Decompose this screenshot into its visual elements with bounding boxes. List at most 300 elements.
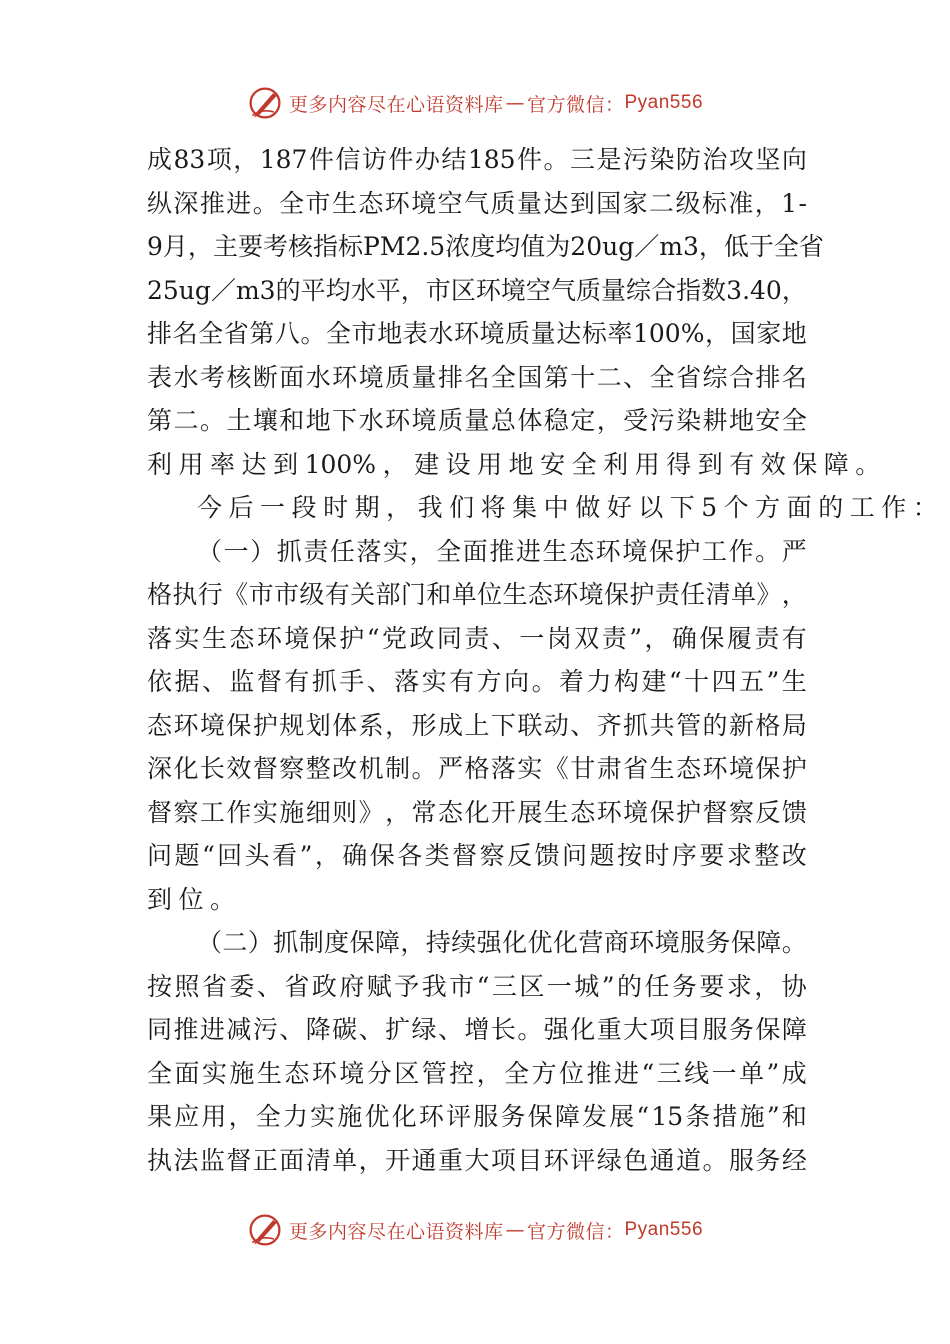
text-glyph: 府 (339, 971, 365, 1001)
text-glyph: 的 (275, 275, 301, 305)
text-glyph: 实 (517, 754, 543, 783)
text-glyph: 察 (479, 841, 505, 870)
text-glyph: 质 (385, 362, 411, 392)
text-glyph: 题 (174, 841, 200, 870)
text-glyph: 是 (596, 145, 622, 174)
text-glyph: 到 (569, 188, 595, 218)
text-line-22 (147, 1052, 807, 1096)
text-glyph: 质 (437, 406, 463, 435)
text-glyph: 区 (450, 275, 476, 305)
text-glyph: 保 (792, 449, 818, 479)
text-glyph: 督 (702, 797, 728, 827)
text-glyph: 中 (543, 493, 569, 522)
text-glyph: 建 (641, 667, 667, 696)
text-glyph: ， (386, 493, 412, 522)
text-glyph: 绿 (596, 1145, 622, 1175)
text-glyph: “ (636, 1102, 650, 1131)
text-glyph: 染 (649, 145, 675, 174)
text-glyph: 齐 (596, 710, 622, 740)
text-glyph: 气 (464, 188, 490, 218)
text-glyph: 重 (596, 1015, 622, 1044)
text-glyph: 政 (311, 971, 337, 1001)
text-glyph: 83 (173, 145, 206, 174)
text-glyph: 境 (578, 580, 604, 609)
text-glyph: 深 (173, 188, 199, 218)
text-glyph: 务 (755, 1145, 781, 1175)
text-glyph: 按 (147, 971, 173, 1001)
text-glyph: 环 (596, 797, 622, 827)
text-glyph: 反 (755, 797, 781, 827)
text-glyph: 成 (781, 1058, 807, 1088)
text-glyph: 向 (781, 145, 807, 174)
text-glyph: 务 (705, 928, 731, 957)
text-glyph: 省 (676, 362, 702, 392)
text-glyph: 态 (676, 754, 702, 783)
text-glyph: 。 (755, 536, 781, 566)
text-glyph: 着 (559, 667, 585, 696)
text-glyph: 任 (329, 536, 355, 566)
text-glyph: 同 (436, 623, 462, 653)
text-glyph: 持 (425, 928, 451, 957)
text-glyph: 环 (385, 406, 411, 435)
text-glyph: 予 (394, 971, 420, 1001)
text-glyph: 生 (256, 1058, 282, 1088)
text-glyph: 《 (543, 754, 569, 783)
text-glyph: 国 (517, 362, 543, 392)
text-line-21 (147, 1008, 807, 1052)
text-glyph: 全 (255, 1102, 281, 1131)
text-glyph: 护 (339, 623, 365, 653)
text-glyph: 项 (649, 1015, 675, 1044)
text-glyph: 环 (702, 754, 728, 783)
text-glyph: 排 (755, 362, 781, 392)
text-glyph: 任 (680, 580, 706, 609)
text-glyph: ” (629, 623, 642, 653)
text-glyph: 展 (609, 1102, 635, 1131)
text-line-14 (147, 704, 807, 748)
text-glyph: 得 (666, 449, 692, 479)
text-glyph: 全 (504, 1058, 530, 1088)
text-glyph: 工 (849, 493, 875, 522)
text-glyph: 用 (178, 449, 204, 479)
text-glyph: 工 (701, 536, 727, 566)
text-glyph: 手 (339, 667, 365, 696)
text-glyph: ， (358, 1145, 384, 1175)
text-glyph: 化 (552, 928, 578, 957)
text-glyph: 作 (226, 797, 252, 827)
text-glyph: 照 (174, 971, 200, 1001)
watermark-id: Pyan556 (624, 92, 704, 113)
text-glyph: 国 (596, 188, 622, 218)
text-glyph: 壤 (252, 406, 278, 435)
text-glyph: 核 (287, 232, 313, 261)
text-glyph: 排 (437, 362, 463, 392)
text-glyph: 十 (570, 362, 596, 392)
text-glyph: 境 (623, 797, 649, 827)
text-glyph: 依 (147, 667, 173, 696)
text-glyph: 时 (644, 841, 670, 870)
text-glyph: 进 (613, 1058, 639, 1088)
text-glyph: 态 (527, 580, 553, 609)
text-glyph: 优 (527, 928, 553, 957)
text-glyph: 件 (308, 145, 334, 174)
text-glyph: 要 (237, 232, 263, 261)
text-glyph: 线 (684, 1058, 710, 1088)
text-glyph: 制 (298, 928, 324, 957)
text-glyph: 力 (282, 1102, 308, 1131)
text-glyph: 结 (441, 145, 467, 174)
text-glyph: 环 (475, 275, 501, 305)
text-glyph: 效 (760, 449, 786, 479)
text-glyph: 。 (531, 667, 557, 696)
text-glyph: 安 (540, 449, 566, 479)
text-glyph: 。 (855, 449, 881, 479)
text-glyph: 二 (173, 406, 199, 435)
text-glyph: 量 (464, 406, 490, 435)
text-glyph: 态 (284, 1058, 310, 1088)
text-line-3 (147, 225, 824, 269)
text-glyph: 合 (728, 362, 754, 392)
text-glyph: 作 (881, 493, 907, 522)
text-glyph: 纵 (147, 188, 173, 218)
text-glyph: 施 (279, 797, 305, 827)
text-glyph: 5 (701, 493, 718, 522)
text-glyph: 执 (147, 1145, 173, 1175)
text-glyph: 务 (500, 1102, 526, 1131)
text-glyph: 道 (676, 1145, 702, 1175)
text-glyph: 们 (449, 493, 475, 522)
text-glyph: 实 (421, 667, 447, 696)
text-glyph: “ (366, 623, 380, 653)
text-glyph: 格 (755, 710, 781, 740)
text-glyph: 防 (675, 145, 701, 174)
text-glyph: 空 (525, 275, 551, 305)
text-glyph: 分 (366, 1058, 392, 1088)
text-glyph: 环 (453, 319, 479, 348)
text-glyph: 岗 (546, 623, 572, 653)
text-glyph: ， (409, 536, 435, 566)
text-glyph: 全 (279, 188, 305, 218)
text-glyph: 用 (477, 449, 503, 479)
text-glyph: 环 (173, 710, 199, 740)
document-body (147, 138, 938, 1182)
text-glyph: 量 (516, 188, 542, 218)
text-glyph: 长 (490, 1015, 516, 1044)
text-glyph: 、 (366, 667, 392, 696)
text-glyph: 确 (342, 841, 368, 870)
text-glyph: 期 (354, 493, 380, 522)
text-glyph: （ (197, 536, 223, 566)
text-glyph: 、 (201, 667, 227, 696)
text-glyph: 看 (272, 841, 298, 870)
text-glyph: 段 (291, 493, 317, 522)
text-glyph: 推 (489, 536, 515, 566)
text-glyph: 有 (729, 449, 755, 479)
text-glyph: 整 (305, 754, 331, 783)
text-glyph: 开 (385, 1145, 411, 1175)
text-glyph: 题 (589, 841, 615, 870)
text-glyph: 后 (228, 493, 254, 522)
text-glyph: 件 (517, 145, 543, 174)
text-glyph: 深 (147, 754, 173, 783)
text-glyph: ， (400, 928, 426, 957)
text-glyph: 值 (520, 232, 546, 261)
text-glyph: 赋 (366, 971, 392, 1001)
text-glyph: 攻 (728, 145, 754, 174)
text-glyph: 作 (728, 536, 754, 566)
text-glyph: 保 (226, 710, 252, 740)
text-glyph: ， (385, 710, 411, 740)
text-glyph: 省 (798, 232, 824, 261)
text-glyph: 、 (256, 971, 282, 1001)
text-glyph: 低 (723, 232, 749, 261)
text-glyph: ， (705, 319, 731, 348)
text-glyph: 一 (260, 493, 286, 522)
text-line-10 (147, 530, 807, 574)
text-glyph: 境 (284, 623, 310, 653)
text-glyph: 质 (490, 188, 516, 218)
text-glyph: 水 (428, 319, 454, 348)
text-glyph: 监 (229, 667, 255, 696)
text-glyph: 方 (531, 1058, 557, 1088)
text-glyph: 管 (421, 1058, 447, 1088)
text-glyph: 措 (712, 1102, 738, 1131)
text-glyph: 我 (417, 493, 443, 522)
text-glyph: 则 (332, 797, 358, 827)
watermark-separator: — (505, 92, 525, 114)
text-glyph: 一 (223, 536, 249, 566)
text-glyph: 化 (502, 928, 528, 957)
text-glyph: 督 (256, 667, 282, 696)
text-glyph: 优 (364, 1102, 390, 1131)
text-glyph: 。 (702, 1145, 728, 1175)
text-glyph: 确 (671, 623, 697, 653)
text-glyph: 稳 (543, 406, 569, 435)
text-glyph: 面 (279, 1145, 305, 1175)
text-glyph: 格 (147, 580, 173, 609)
text-glyph: 生 (649, 754, 675, 783)
text-glyph: 格 (464, 754, 490, 783)
text-glyph: 减 (226, 1015, 252, 1044)
text-glyph: 均 (495, 232, 521, 261)
text-glyph: 气 (550, 275, 576, 305)
text-glyph: 同 (147, 1015, 173, 1044)
text-glyph: 生 (542, 536, 568, 566)
text-glyph: 规 (279, 710, 305, 740)
text-glyph: 施 (229, 1058, 255, 1088)
text-glyph: 障 (756, 928, 782, 957)
text-glyph: 保 (349, 928, 375, 957)
text-glyph: 保 (649, 797, 675, 827)
text-glyph: 务 (671, 971, 697, 1001)
text-glyph: 察 (728, 797, 754, 827)
text-glyph: 100% (304, 449, 377, 479)
text-glyph: 到 (697, 449, 723, 479)
text-glyph: 时 (323, 493, 349, 522)
text-glyph: 上 (464, 710, 490, 740)
text-glyph: 下 (332, 406, 358, 435)
text-glyph: 》 (756, 580, 782, 609)
text-glyph: （ (197, 928, 223, 957)
text-glyph: 抓 (311, 667, 337, 696)
text-glyph: 污 (252, 1015, 278, 1044)
text-glyph: 三 (491, 971, 517, 1001)
text-glyph: 境 (339, 1058, 365, 1088)
text-glyph: 第 (249, 319, 275, 348)
text-glyph: 类 (424, 841, 450, 870)
text-glyph: ） (250, 536, 276, 566)
text-glyph: 水 (358, 406, 384, 435)
text-glyph: 省 (201, 971, 227, 1001)
text-glyph: 责 (654, 580, 680, 609)
text-glyph: 量 (601, 275, 627, 305)
text-glyph: 度 (324, 928, 350, 957)
text-glyph: 商 (603, 928, 629, 957)
text-glyph: 馈 (781, 797, 807, 827)
text-glyph: 生 (502, 580, 528, 609)
text-glyph: 市 (248, 580, 274, 609)
text-glyph: 通 (411, 1145, 437, 1175)
text-glyph: 将 (480, 493, 506, 522)
text-glyph: 3.40 (726, 275, 782, 305)
text-glyph: 进 (226, 188, 252, 218)
text-glyph: 质 (575, 275, 601, 305)
text-glyph: 党 (381, 623, 407, 653)
text-glyph: 利 (147, 449, 173, 479)
text-glyph: 监 (199, 1145, 225, 1175)
text-glyph: 我 (421, 971, 447, 1001)
text-glyph: 量 (411, 362, 437, 392)
text-glyph: 态 (229, 623, 255, 653)
text-glyph: 实 (201, 1058, 227, 1088)
text-glyph: 态 (147, 710, 173, 740)
text-glyph: 全 (326, 319, 352, 348)
text-glyph: 平 (300, 275, 326, 305)
text-glyph: 。 (199, 406, 225, 435)
text-glyph: 名 (464, 362, 490, 392)
text-glyph: 境 (728, 754, 754, 783)
text-glyph: - (798, 188, 807, 218)
text-glyph: 标 (581, 319, 607, 348)
text-glyph: 单 (730, 580, 756, 609)
text-glyph: 系 (358, 710, 384, 740)
text-glyph: 责 (601, 623, 627, 653)
text-glyph: 保 (699, 623, 725, 653)
text-glyph: 好 (606, 493, 632, 522)
text-glyph: ） (247, 928, 273, 957)
watermark-id: Pyan556 (624, 1219, 704, 1240)
text-glyph: 地 (781, 319, 807, 348)
text-glyph: 体 (517, 406, 543, 435)
text-glyph: 甘 (570, 754, 596, 783)
text-glyph: 的 (818, 493, 844, 522)
text-glyph: 务 (728, 1015, 754, 1044)
text-glyph: ／ (634, 232, 660, 261)
text-glyph: 目 (676, 1015, 702, 1044)
text-glyph: 联 (517, 710, 543, 740)
text-glyph: 、 (437, 1015, 463, 1044)
text-glyph: 工 (199, 797, 225, 827)
text-glyph: 强 (543, 1015, 569, 1044)
text-glyph: 护 (676, 797, 702, 827)
text-glyph: 续 (451, 928, 477, 957)
text-glyph: 单 (451, 580, 477, 609)
text-glyph: 整 (754, 841, 780, 870)
text-glyph: 实 (383, 536, 409, 566)
text-glyph: 安 (755, 406, 781, 435)
text-glyph: 位 (178, 884, 204, 914)
text-glyph: 15 (651, 1102, 684, 1131)
watermark-footer (0, 1210, 950, 1250)
text-glyph: 于 (748, 232, 774, 261)
text-glyph: 浓 (445, 232, 471, 261)
text-glyph: 1 (781, 188, 798, 218)
text-glyph: 位 (559, 1058, 585, 1088)
text-glyph: 形 (411, 710, 437, 740)
text-glyph: 服 (473, 1102, 499, 1131)
text-glyph: 条 (685, 1102, 711, 1131)
text-glyph: 化 (173, 754, 199, 783)
text-glyph: 单 (332, 1145, 358, 1175)
text-glyph: 环 (332, 362, 358, 392)
text-glyph: 。 (781, 928, 807, 957)
text-glyph: 障 (823, 449, 849, 479)
text-glyph: 生 (543, 797, 569, 827)
text-glyph: 实 (310, 1102, 336, 1131)
text-glyph: 100% (632, 319, 705, 348)
text-glyph: 发 (582, 1102, 608, 1131)
text-glyph: PM2.5 (363, 232, 446, 261)
text-line-5 (147, 312, 807, 356)
text-glyph: 个 (723, 493, 749, 522)
text-glyph: 重 (437, 1145, 463, 1175)
text-glyph: 合 (651, 275, 677, 305)
text-glyph: 。 (252, 188, 278, 218)
text-glyph: 化 (570, 1015, 596, 1044)
text-glyph: 用 (201, 1102, 227, 1131)
text-glyph: 推 (199, 188, 225, 218)
text-glyph: 十 (684, 667, 710, 696)
text-glyph: 考 (199, 362, 225, 392)
text-glyph: 求 (726, 971, 752, 1001)
text-glyph: 果 (147, 1102, 173, 1131)
watermark-header (0, 83, 950, 123)
text-glyph: 二 (222, 928, 248, 957)
text-glyph: ” (766, 667, 780, 696)
text-glyph: 实 (174, 623, 200, 653)
text-glyph: 态 (358, 188, 384, 218)
text-glyph: 污 (622, 145, 648, 174)
text-line-24 (147, 1139, 807, 1183)
text-glyph: 营 (578, 928, 604, 957)
text-glyph: 门 (400, 580, 426, 609)
text-glyph: 境 (500, 275, 526, 305)
text-glyph: 协 (781, 971, 807, 1001)
text-glyph: 要 (699, 841, 725, 870)
text-glyph: 生 (331, 188, 357, 218)
text-glyph: ， (400, 275, 426, 305)
text-glyph: ， (233, 145, 259, 174)
text-glyph: 增 (464, 1015, 490, 1044)
text-glyph: 染 (676, 406, 702, 435)
text-glyph: 推 (586, 1058, 612, 1088)
text-glyph: 率 (210, 449, 236, 479)
text-glyph: 地 (508, 449, 534, 479)
text-glyph: 二 (596, 362, 622, 392)
text-glyph: 名 (781, 362, 807, 392)
text-glyph: 面 (462, 536, 488, 566)
text-glyph: 境 (479, 319, 505, 348)
